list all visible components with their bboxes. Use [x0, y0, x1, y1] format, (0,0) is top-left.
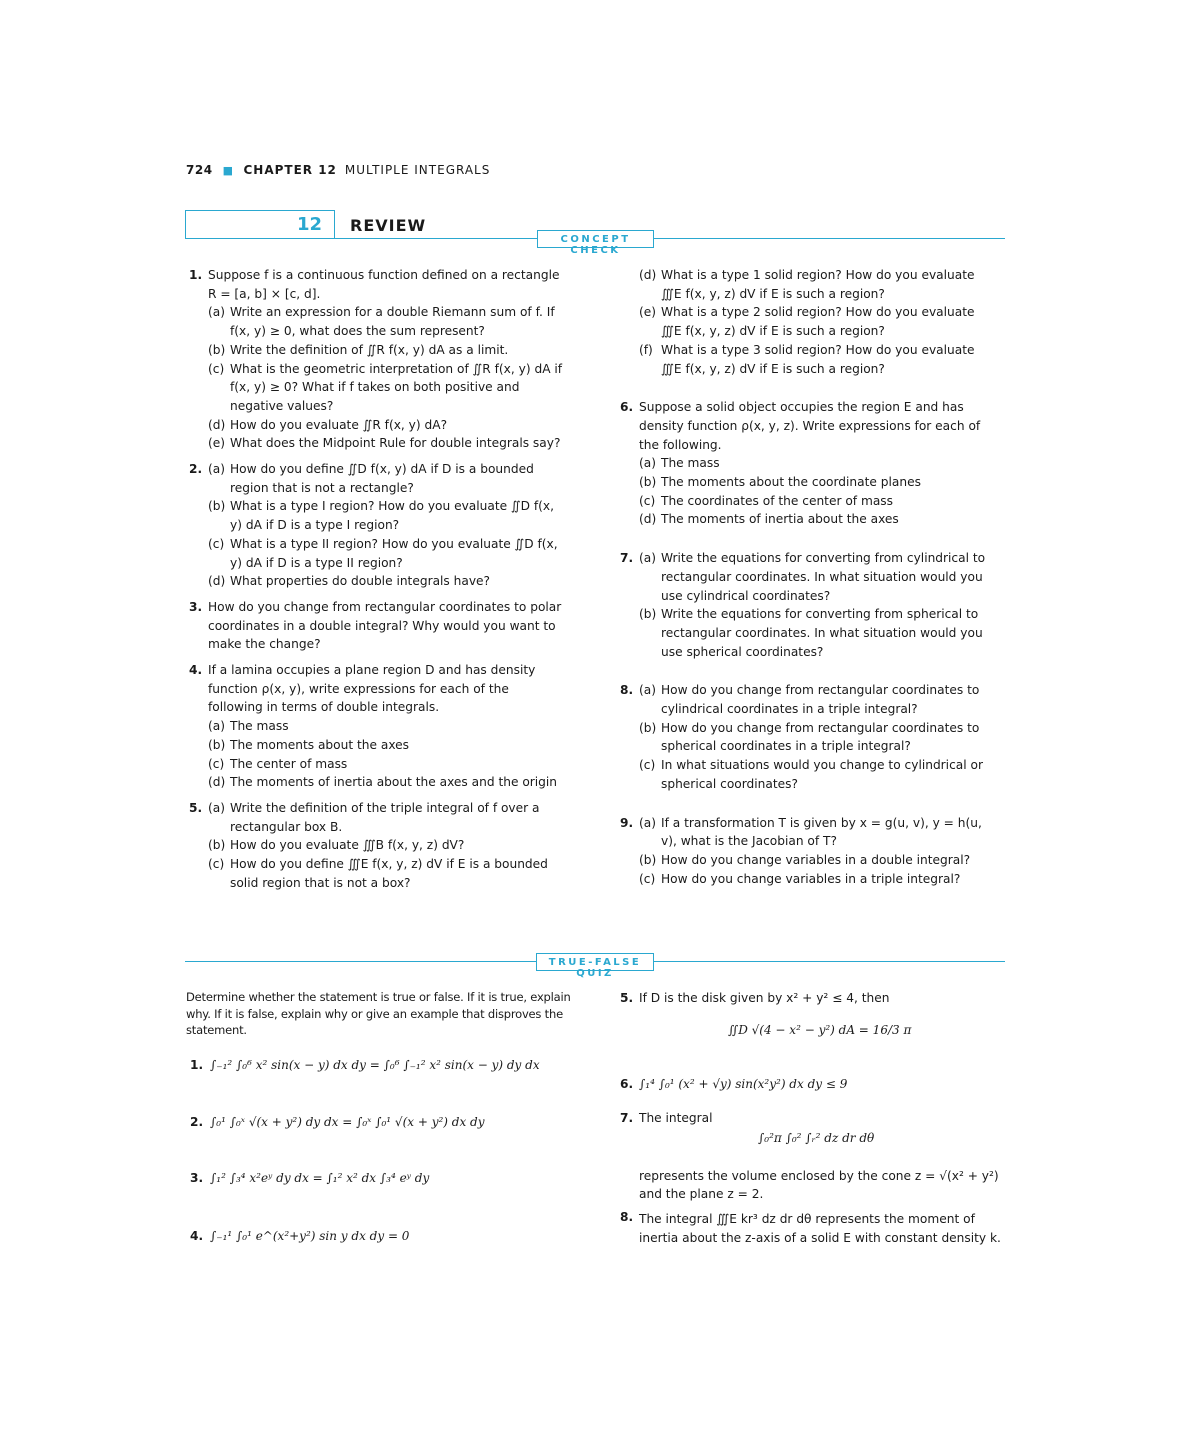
tf-item-3-expression: ∫₁² ∫₃⁴ x²eʸ dy dx = ∫₁² x² dx ∫₃⁴ eʸ dy [210, 1171, 430, 1185]
question-2: 2. (a) How do you define ∬D f(x, y) dA if D is a bounded region that is not a rectangle? (b) What is a type I region? How do you evaluate ∬D f(x, y) dA if D is a type I region? (c) What is a type II region? How do you evaluate ∬D f(x, y) dA if D is a type II region? (d) What properties do double integrals have? [186, 460, 566, 591]
concept-check-tag: CONCEPT CHECK [537, 230, 654, 248]
question-6c: (c) The coordinates of the center of mass [639, 493, 894, 508]
true-false-tag: TRUE-FALSE QUIZ [536, 953, 654, 971]
question-9b: (b) How do you change variables in a double integral? [639, 852, 971, 867]
chapter-title: MULTIPLE INTEGRALS [344, 163, 491, 177]
question-2d: (d) What properties do double integrals have? [208, 574, 491, 589]
question-5b: (b) How do you evaluate ∭B f(x, y, z) dV? [208, 838, 465, 853]
question-5a: (a) Write the definition of the triple integral of f over a rectangular box B. [208, 800, 540, 834]
concept-check-left-column [186, 266, 566, 900]
question-1e: (e) What does the Midpoint Rule for double integrals say? [208, 436, 561, 451]
chapter-number: 12 [296, 214, 322, 235]
concept-check-rule [335, 238, 1005, 239]
tf-item-7-expression: ∫₀²π ∫₀² ∫ᵣ² dz dr dθ [758, 1131, 875, 1145]
question-4c: (c) The center of mass [208, 756, 348, 771]
true-false-instructions: Determine whether the statement is true or false. If it is true, explain why. If it is false, explain why or give an example that disproves the statement. [186, 990, 571, 1037]
tf-item-4-expression: ∫₋₁¹ ∫₀¹ e^(x²+y²) sin y dx dy = 0 [210, 1229, 410, 1243]
question-7: 7. (a) Write the equations for converting from cylindrical to rectangular coordinates. In what situation would you use cylindrical coordinates? (b) Write the equations for converting from spherical to rectangular coordinates. In what situation would you use spherical coordinates? [617, 549, 997, 661]
question-5f: (f) What is a type 3 solid region? How do you evaluate ∭E f(x, y, z) dV if E is such a region? [639, 342, 975, 376]
chapter-number-box [185, 210, 335, 239]
question-1a: (a) Write an expression for a double Riemann sum of f. If f(x, y) ≥ 0, what does the sum represent? [208, 305, 555, 339]
question-8c: (c) In what situations would you change to cylindrical or spherical coordinates? [639, 758, 983, 791]
question-9a: (a) If a transformation T is given by x = g(u, v), y = h(u, v), what is the Jacobian of T? [639, 815, 982, 849]
question-2c: (c) What is a type II region? How do you evaluate ∬D f(x, y) dA if D is a type II region? [208, 536, 558, 570]
question-4b: (b) The moments about the axes [208, 737, 410, 752]
question-9c: (c) How do you change variables in a triple integral? [639, 871, 961, 886]
question-7a: (a) Write the equations for converting from cylindrical to rectangular coordinates. In what situation would you use cylindrical coordinates? [639, 551, 986, 603]
question-6b: (b) The moments about the coordinate planes [639, 475, 921, 490]
question-4: 4. If a lamina occupies a plane region D and has density function ρ(x, y), write expressions for each of the following in terms of double integrals. (a) The mass (b) The moments about the axes (c) The center of mass (d) The moments of inertia about the axes and the origin [186, 661, 566, 792]
question-1c: (c) What is the geometric interpretation of ∬R f(x, y) dA if f(x, y) ≥ 0? What if f takes on both positive and negative values? [208, 361, 563, 413]
tf-item-1-expression: ∫₋₁² ∫₀⁶ x² sin(x − y) dx dy = ∫₀⁶ ∫₋₁² x² sin(x − y) dy dx [210, 1058, 540, 1072]
question-5e: (e) What is a type 2 solid region? How do you evaluate ∭E f(x, y, z) dV if E is such a region? [639, 305, 975, 339]
page-number: 724 [186, 163, 213, 177]
question-6a: (a) The mass [639, 456, 720, 471]
question-2a: (a) How do you define ∬D f(x, y) dA if D is a bounded region that is not a rectangle? [208, 462, 534, 495]
question-2b: (b) What is a type I region? How do you evaluate ∬D f(x, y) dA if D is a type I region? [208, 499, 555, 533]
concept-check-right-column [617, 266, 997, 895]
question-7b: (b) Write the equations for converting from spherical to rectangular coordinates. In what situation would you use spherical coordinates? [639, 607, 983, 659]
running-head [186, 163, 490, 177]
question-5-continued [617, 266, 997, 378]
question-8b: (b) How do you change from rectangular coordinates to spherical coordinates in a triple integral? [639, 720, 980, 754]
bullet-icon: ■ [222, 164, 234, 177]
question-1d: (d) How do you evaluate ∬R f(x, y) dA? [208, 417, 448, 432]
chapter-label: CHAPTER 12 [243, 163, 337, 177]
question-6: 6. Suppose a solid object occupies the region E and has density function ρ(x, y, z). Write expressions for each of the following. (a) The mass (b) The moments about the coordinate planes (c) The coordinates of the center of mass (d) The moments of inertia about the axes [617, 398, 997, 529]
question-1: 1. Suppose f is a continuous function defined on a rectangle R = [a, b] × [c, d]. (a) Write an expression for a double Riemann sum of f. If f(x, y) ≥ 0, what does the sum represent? (b) Write the definition of ∬R f(x, y) dA as a limit. (c) What is the geometric interpretation of ∬R f(x, y) dA if f(x, y) ≥ 0? What if f takes on both positive and negative values? (d) How do you evaluate ∬R f(x, y) dA? (e) What does the Midpoint Rule for double integrals say? [186, 266, 566, 453]
question-5d: (d) What is a type 1 solid region? How do you evaluate ∭E f(x, y, z) dV if E is such a region? [639, 268, 975, 301]
question-1b: (b) Write the definition of ∬R f(x, y) dA as a limit. [208, 342, 509, 357]
tf-item-5-expression: ∬D √(4 − x² − y²) dA = 16/3 π [728, 1023, 912, 1037]
question-8a: (a) How do you change from rectangular coordinates to cylindrical coordinates in a triple integral? [639, 683, 980, 717]
tf-item-6-expression: ∫₁⁴ ∫₀¹ (x² + √y) sin(x²y²) dx dy ≤ 9 [639, 1077, 848, 1091]
question-5: 5. (a) Write the definition of the triple integral of f over a rectangular box B. (b) How do you evaluate ∭B f(x, y, z) dV? (c) How do you define ∭E f(x, y, z) dV if E is a bounded solid region that is not a box? [186, 799, 566, 893]
question-9: 9. (a) If a transformation T is given by x = g(u, v), y = h(u, v), what is the Jacobian of T? (b) How do you change variables in a double integral? (c) How do you change variables in a triple integral? [617, 814, 997, 889]
question-6d: (d) The moments of inertia about the axes [639, 512, 899, 527]
question-5c: (c) How do you define ∭E f(x, y, z) dV if E is a bounded solid region that is not a box? [208, 857, 548, 890]
question-3: 3. How do you change from rectangular coordinates to polar coordinates in a double integral? Why would you want to make the change? [189, 599, 562, 652]
question-4a: (a) The mass [208, 719, 289, 734]
question-4d: (d) The moments of inertia about the axes and the origin [208, 775, 558, 790]
tf-item-2-expression: ∫₀¹ ∫₀ˣ √(x + y²) dy dx = ∫₀ˣ ∫₀¹ √(x + y²) dx dy [210, 1115, 485, 1129]
question-8: 8. (a) How do you change from rectangular coordinates to cylindrical coordinates in a triple integral? (b) How do you change from rectangular coordinates to spherical coordinates in a triple integral? (c) In what situations would you change to cylindrical or spherical coordinates? [617, 681, 997, 793]
review-title: REVIEW [350, 216, 427, 235]
